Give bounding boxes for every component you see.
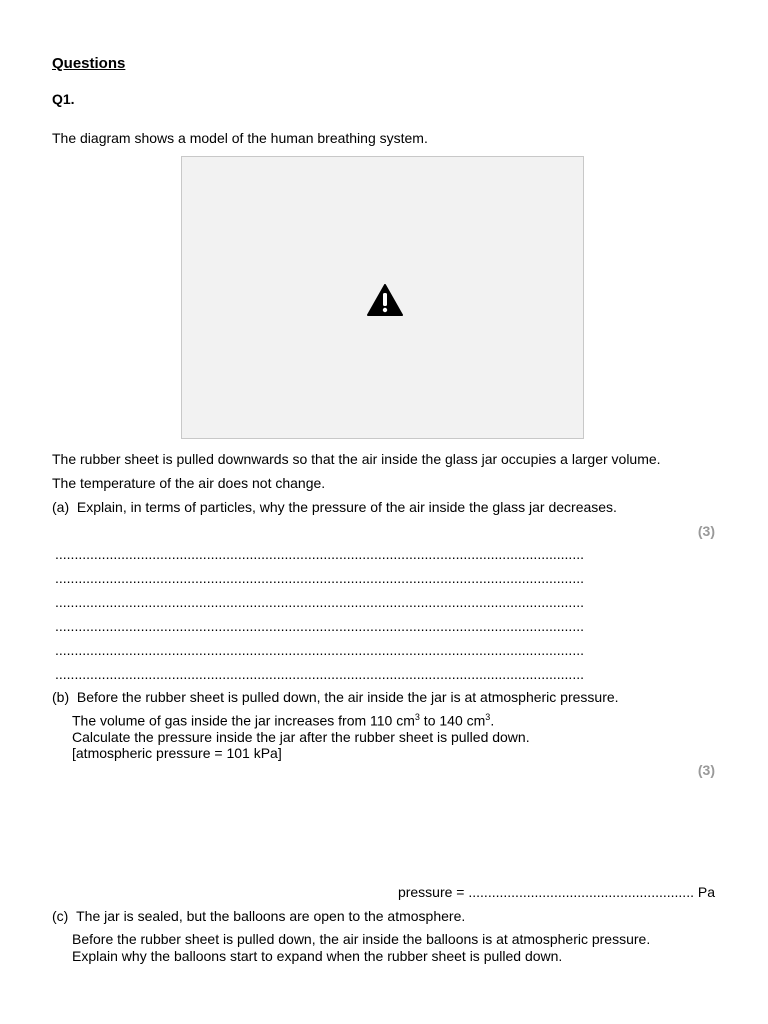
- paragraph-temperature: The temperature of the air does not change.: [52, 475, 326, 491]
- part-a-label: (a): [52, 499, 70, 515]
- pressure-answer-label: pressure =: [397, 884, 469, 900]
- part-b-marks: (3): [697, 762, 715, 778]
- answer-line[interactable]: ........................................................................................................................................: [55, 618, 584, 634]
- question-number: Q1.: [52, 91, 75, 107]
- answer-line[interactable]: ........................................................................................................................................: [55, 642, 584, 658]
- warning-icon: [367, 284, 403, 316]
- part-a-question: [52, 499, 617, 515]
- part-b-calculate-line: Calculate the pressure inside the jar after the rubber sheet is pulled down.: [72, 729, 530, 745]
- pressure-answer-unit: Pa: [693, 884, 715, 900]
- part-c-question: [52, 908, 465, 924]
- part-b-volume-line: The volume of gas inside the jar increases from 110 $cm^3$ to 140 $cm^3$.: [72, 712, 495, 729]
- intro-text: The diagram shows a model of the human breathing system.: [52, 130, 428, 146]
- part-b-question: [52, 689, 619, 705]
- pressure-answer-field[interactable]: [398, 884, 715, 900]
- answer-line[interactable]: ........................................................................................................................................: [55, 666, 584, 682]
- part-c-label: (c): [52, 908, 69, 924]
- part-b-data-line: [atmospheric pressure = 101 kPa]: [72, 745, 282, 761]
- part-c-balloons-line: Before the rubber sheet is pulled down, the air inside the balloons is at atmospheric pressure.: [72, 931, 651, 947]
- pressure-answer-dots[interactable]: ..........................................................: [468, 884, 694, 900]
- section-heading: Questions: [52, 55, 126, 72]
- diagram-placeholder: [181, 156, 584, 439]
- part-c-text: The jar is sealed, but the balloons are open to the atmosphere.: [76, 908, 466, 924]
- part-b-label: (b): [52, 689, 70, 705]
- part-a-marks: (3): [697, 523, 715, 539]
- answer-line[interactable]: ........................................................................................................................................: [55, 546, 584, 562]
- part-b-text: Before the rubber sheet is pulled down, the air inside the jar is at atmospheric pressure.: [76, 689, 619, 705]
- part-a-text: Explain, in terms of particles, why the pressure of the air inside the glass jar decreases.: [76, 499, 617, 515]
- answer-line[interactable]: ........................................................................................................................................: [55, 570, 584, 586]
- answer-line[interactable]: ........................................................................................................................................: [55, 594, 584, 610]
- part-c-explain-line: Explain why the balloons start to expand when the rubber sheet is pulled down.: [72, 948, 563, 964]
- paragraph-rubber-sheet: The rubber sheet is pulled downwards so that the air inside the glass jar occupies a larger volume.: [52, 451, 661, 467]
